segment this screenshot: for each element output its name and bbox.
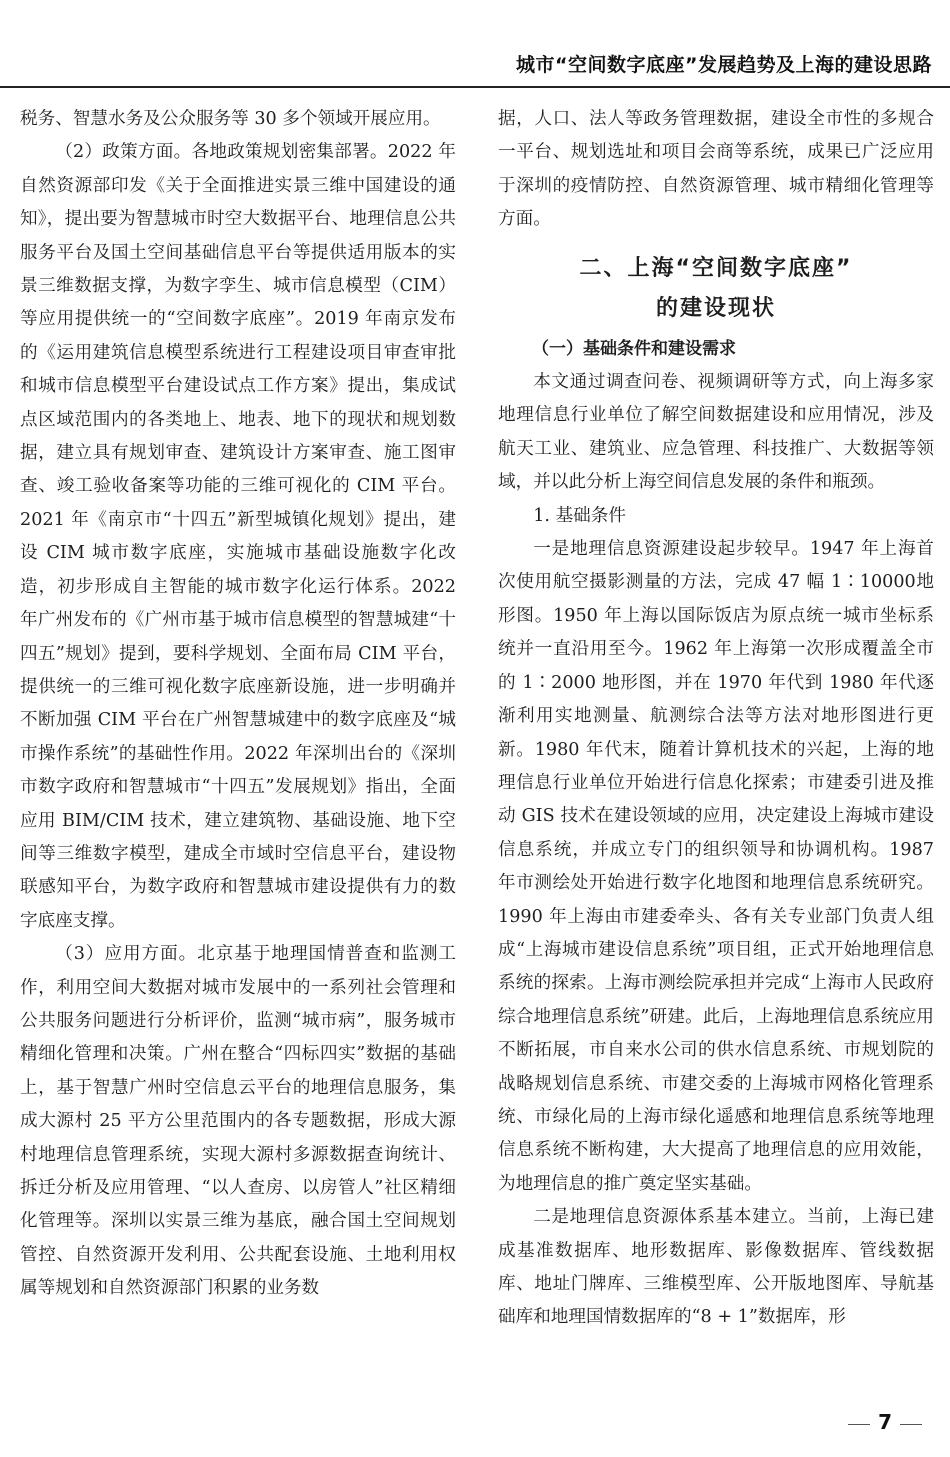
running-title: 城市“空间数字底座”发展趋势及上海的建设思路 [516,54,932,76]
right-column [498,103,934,1335]
left-paragraph-1: 税务、智慧水务及公众服务等 30 多个领域开展应用。 [20,109,441,129]
page-footer [840,1410,930,1434]
header-rule [0,86,950,88]
left-paragraph-application: （3）应用方面。北京基于地理国情普查和监测工作，利用空间大数据对城市发展中的一系列社会管理和公共服务问题进行分析评价，监测“城市病”，服务城市精细化管理和决策。广州在整合“四标四实”数据的基础上，基于智慧广州时空信息云平台的地理信息服务，集成大源村 25 平方公里范围内的各专题数据，形成大源村地理信息管理系统，实现大源村多源数据查询统计、拆迁分析及应用管理、“以人查房、以房管人”社区精细化管理等。深圳以实景三维为基底，融合国土空间规划管控、自然资源开发利用、公共配套设施、土地利用权属等规划和自然资源部门积累的业务数 [20,944,456,1299]
page-number: 7 [878,1410,892,1434]
right-paragraph-history: 一是地理信息资源建设起步较早。1947 年上海首次使用航空摄影测量的方法，完成 47 幅 1∶10000地形图。1950 年上海以国际饭店为原点统一城市坐标系统并一直沿用至今。1962 年上海第一次形成覆盖全市的 1∶2000 地形图，并在 1970 年代到 1980 年代逐渐利用实地测量、航测综合法等方法对地形图进行更新。1980 年代末，随着计算机技术的兴起，上海的地理信息行业单位开始进行信息化探索；市建委引进及推动 GIS 技术在建设领域的应用，决定建设上海城市建设信息系统，并成立专门的组织领导和协调机构。1987 年市测绘处开始进行数字化地图和地理信息系统研究。1990 年上海由市建委牵头、各有关专业部门负责人组成“上海城市建设信息系统”项目组，正式开始地理信息系统的探索。上海市测绘院承担并完成“上海市人民政府综合地理信息系统”研建。此后，上海地理信息系统应用不断拓展，市自来水公司的供水信息系统、市规划院的战略规划信息系统、市建交委的上海城市网格化管理系统、市绿化局的上海市绿化遥感和地理信息系统等地理信息系统不断构建，大大提高了地理信息的应用效能，为地理信息的推广奠定坚实基础。 [498,539,934,1194]
footer-dash-left [848,1424,870,1425]
left-paragraph-policy: （2）政策方面。各地政策规划密集部署。2022 年自然资源部印发《关于全面推进实景三维中国建设的通知》，提出要为智慧城市时空大数据平台、地理信息公共服务平台及国土空间基础信息平台等提供适用版本的实景三维数据支撑，为数字孪生、城市信息模型（CIM）等应用提供统一的“空间数字底座”。2019 年南京发布的《运用建筑信息模型系统进行工程建设项目审查审批和城市信息模型平台建设试点工作方案》提出，集成试点区域范围内的各类地上、地表、地下的现状和规划数据，建立具有规划审查、建筑设计方案审查、施工图审查、竣工验收备案等功能的三维可视化的 CIM 平台。2021 年《南京市“十四五”新型城镇化规划》提出，建设 CIM 城市数字底座，实施城市基础设施数字化改造，初步形成自主智能的城市数字化运行体系。2022 年广州发布的《广州市基于城市信息模型的智慧城建“十四五”规划》提到，要科学规划、全面布局 CIM 平台，提供统一的三维可视化数字底座新设施，进一步明确并不断加强 CIM 平台在广州智慧城建中的数字底座及“城市操作系统”的基础性作用。2022 年深圳出台的《深圳市数字政府和智慧城市“十四五”发展规划》指出，全面应用 BIM/CIM 技术，建立建筑物、基础设施、地下空间等三维数字模型，建成全市域时空信息平台，建设物联感知平台，为数字政府和智慧城市建设提供有力的数字底座支撑。 [20,142,456,931]
page-header [0,0,950,92]
section-heading-line-2: 的建设现状 [655,295,776,321]
item-heading-basic-conditions: 1. 基础条件 [533,505,626,526]
footer-dash-right [900,1424,922,1425]
section-heading-line-1: 二、上海“空间数字底座” [579,255,853,281]
right-paragraph-survey: 本文通过调查问卷、视频调研等方式，向上海多家地理信息行业单位了解空间数据建设和应用情况，涉及航天工业、建筑业、应急管理、科技推广、大数据等领域，并以此分析上海空间信息发展的条件和瓶颈。 [498,372,934,493]
section-heading [498,249,934,329]
right-paragraph-1: 据，人口、法人等政务管理数据，建设全市性的多规合一平台、规划选址和项目会商等系统，成果已广泛应用于深圳的疫情防控、自然资源管理、城市精细化管理等方面。 [498,109,934,230]
right-paragraph-resource-system: 二是地理信息资源体系基本建立。当前，上海已建成基准数据库、地形数据库、影像数据库、管线数据库、地址门牌库、三维模型库、公开版地图库、导航基础库和地理国情数据库的“8 + 1”数据库，形 [498,1207,934,1328]
left-column [20,103,456,1306]
subsection-heading: （一）基础条件和建设需求 [532,338,736,359]
